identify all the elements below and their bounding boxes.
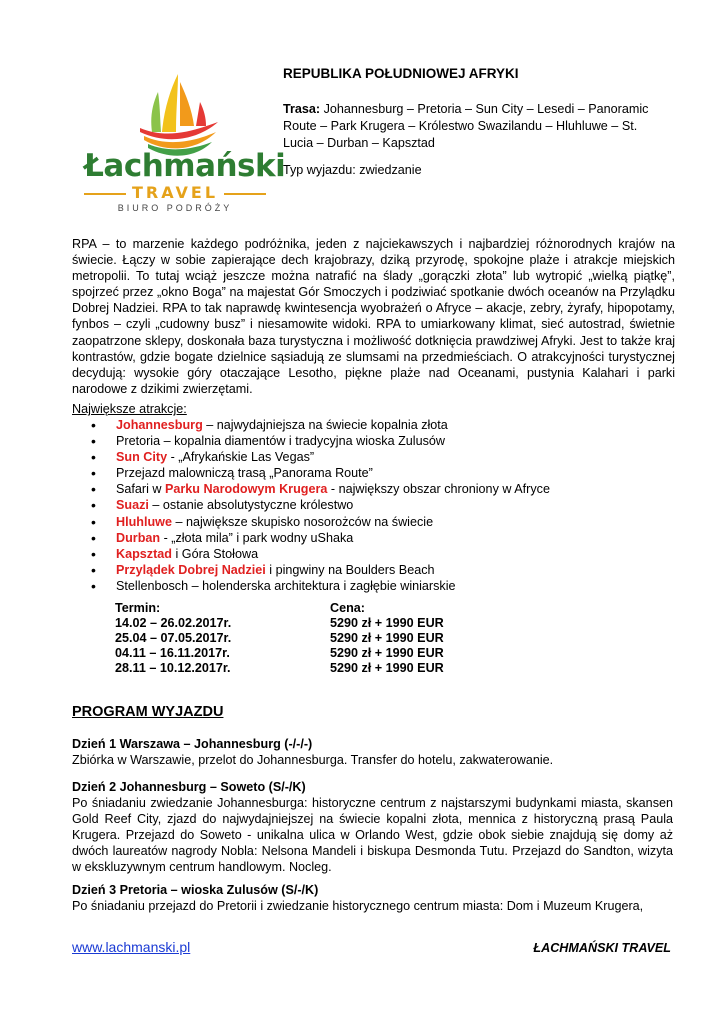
route-text: Johannesburg – Pretoria – Sun City – Lesedi – Panoramic Route – Park Krugera – Królestwo Swazilandu – Hluhluwe – St. Lucia – Durban – Kapsztad [283, 102, 649, 150]
price-value: 5290 zł + 1990 EUR [330, 631, 444, 645]
intro-paragraph: RPA – to marzenie każdego podróżnika, jeden z najciekawszych i najbardziej różnorodnych krajów na świecie. Łączy w sobie zapierające dech krajobrazy, dziką przyrodę, spokojne plaże i atrakcje miejskich metropolii. To tutaj wciąż jeszcze można natrafić na ślady „gorączki złota” lub wytropić „wielką piątkę”, spojrzeć przez „okno Boga” na majestat Gór Smoczych i podziwiać spotkanie dwóch oceanów na Przylądku Dobrej Nadziei. RPA to tak naprawdę kwintesencja wyobrażeń o Afryce – akacje, zebry, żyrafy, hipopotamy, fynbos – czyli „cudowny busz” i niesamowite widoki. RPA to umiarkowany klimat, sieć autostrad, świetnie zaopatrzone sklepy, doskonała baza turystyczna i możliwość dotknięcia prawdziwej Afryki. Jest to także kraj kontrastów, gdzie bogate dzielnice sąsiadują ze slumsami na przedmieściach. O atrakcyjności turystycznej decydują: wysokie góry otaczające Lesotho, piękne plaże nad Oceanami, pustynia Kalahari i parki narodowe z dzikimi zwierzętami. [72, 237, 675, 396]
term-label: Termin: [115, 601, 161, 615]
day-1-text: Zbiórka w Warszawie, przelot do Johannesburga. Transfer do hotelu, zakwaterowanie. [72, 753, 554, 767]
term-date: 14.02 – 26.02.2017r. [115, 616, 232, 630]
list-item: • Safari w Parku Narodowym Krugera - największy obszar chroniony w Afryce [72, 481, 632, 497]
logo-subtitle: TRAVEL [131, 183, 219, 202]
list-item: • Johannesburg – najwydajniejsza na świecie kopalnia złota [72, 417, 632, 433]
day-3-title: Dzień 3 Pretoria – wioska Zulusów (S/-/K) [72, 883, 319, 897]
list-item: • Durban - „złota mila” i park wodny uShaka [72, 530, 632, 546]
list-item: • Hluhluwe – największe skupisko nosorożców na świecie [72, 514, 632, 530]
company-logo [78, 70, 286, 220]
term-column [115, 601, 231, 676]
route-label: Trasa: [283, 102, 321, 116]
list-item: • Kapsztad i Góra Stołowa [72, 546, 632, 562]
website-link[interactable]: www.lachmanski.pl [72, 939, 191, 955]
term-date: 04.11 – 16.11.2017r. [115, 646, 230, 660]
price-column [330, 601, 444, 676]
price-value: 5290 zł + 1990 EUR [330, 661, 444, 675]
list-item: • Przylądek Dobrej Nadziei i pingwiny na Boulders Beach [72, 562, 632, 578]
attractions-heading: Największe atrakcje: [72, 402, 187, 416]
price-value: 5290 zł + 1990 EUR [330, 616, 444, 630]
logo-name: Łachmański [84, 148, 286, 184]
logo-tagline: BIURO PODRÓŻY [117, 203, 233, 213]
trip-type: Typ wyjazdu: zwiedzanie [283, 163, 422, 177]
list-item: • Suazi – ostanie absolutystyczne królestwo [72, 497, 632, 513]
attractions-list [72, 417, 632, 594]
list-item: • Pretoria – kopalnia diamentów i tradycyjna wioska Zulusów [72, 433, 632, 449]
day-3-text: Po śniadaniu przejazd do Pretorii i zwiedzanie historycznego centrum miasta: Dom i Muzeum Krugera, [72, 899, 644, 913]
list-item: • Sun City - „Afrykańskie Las Vegas” [72, 449, 632, 465]
logo-divider-right [224, 193, 266, 195]
day-2-title: Dzień 2 Johannesburg – Soweto (S/-/K) [72, 780, 306, 794]
program-heading: PROGRAM WYJAZDU [72, 704, 224, 720]
page-title: REPUBLIKA POŁUDNIOWEJ AFRYKI [283, 66, 519, 81]
day-2-text: Po śniadaniu zwiedzanie Johannesburga: historyczne centrum z najstarszymi budynkami miasta, skansen Gold Reef City, zjazd do najwydajniejszej na świecie kopalni złota, mennica z historyczną prasą Paula Krugera. Przejazd do Soweto - unikalna ulica w Orlando West, gdzie obok siebie znajdują się domy aż dwóch laureatów nagrody Nobla: Nelsona Mandeli i biskupa Desmonda Tutu. Przejazd do Sandton, wizyta w ekskluzywnym centrum handlowym. Nocleg. [72, 796, 673, 875]
list-item: • Stellenbosch – holenderska architektura i zagłębie winiarskie [72, 578, 632, 594]
list-item: • Przejazd malowniczą trasą „Panorama Route” [72, 465, 632, 481]
term-date: 28.11 – 10.12.2017r. [115, 661, 231, 675]
price-value: 5290 zł + 1990 EUR [330, 646, 444, 660]
sail-logo-icon [78, 70, 268, 160]
trip-route [283, 101, 663, 152]
day-1-title: Dzień 1 Warszawa – Johannesburg (-/-/-) [72, 737, 313, 751]
footer-brand: ŁACHMAŃSKI TRAVEL [533, 941, 671, 955]
price-label: Cena: [330, 601, 365, 615]
term-date: 25.04 – 07.05.2017r. [115, 631, 232, 645]
